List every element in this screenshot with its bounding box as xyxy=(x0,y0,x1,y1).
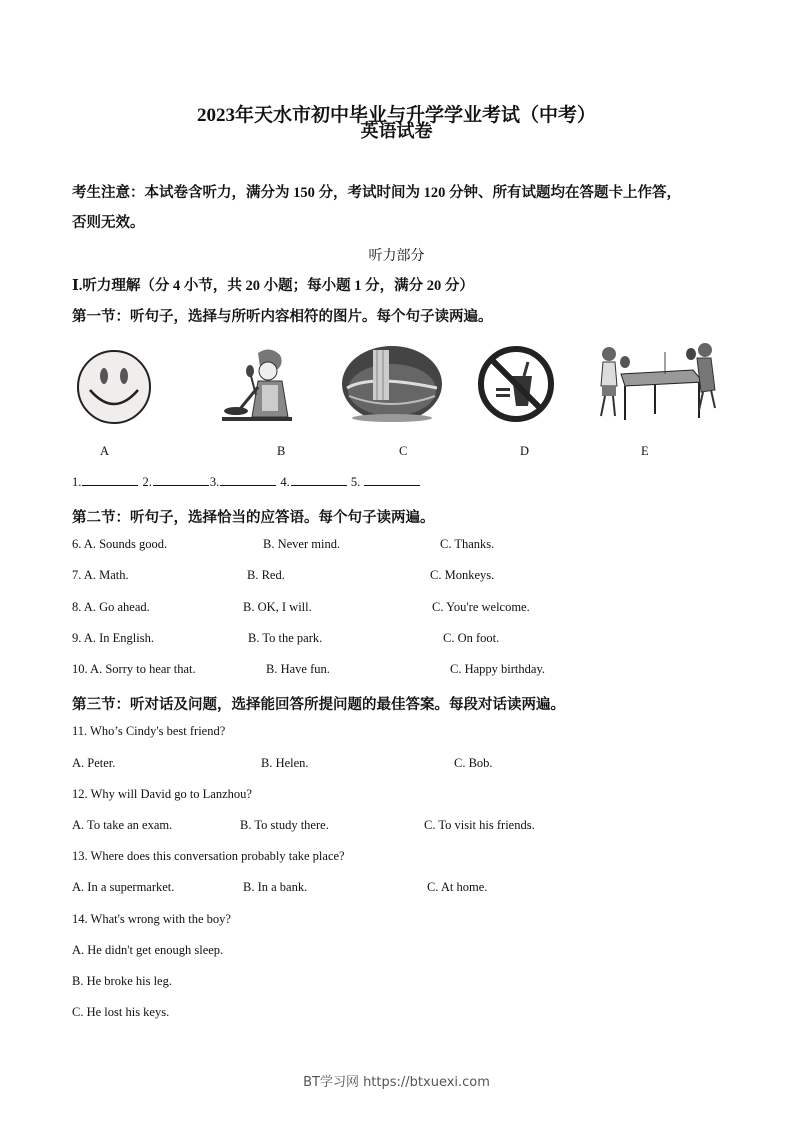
q10-option-b: B. Have fun. xyxy=(266,662,330,676)
q6-option-b: B. Never mind. xyxy=(263,537,341,551)
notice-line-2: 否则无效。 xyxy=(72,215,145,231)
q7-option-b: B. Red. xyxy=(247,568,285,582)
table-tennis-icon xyxy=(595,340,719,431)
q6-option-c: C. Thanks. xyxy=(440,537,495,551)
q12-option-b: B. To study there. xyxy=(240,818,329,832)
smiley-face-icon xyxy=(75,348,153,431)
picture-label-e: E xyxy=(641,444,649,458)
answer-blank-5[interactable] xyxy=(364,474,420,486)
q11-question: 11. Who’s Cindy's best friend? xyxy=(72,724,226,738)
girl-cooking-icon xyxy=(218,343,298,430)
answer-blank-2[interactable] xyxy=(153,474,209,486)
exam-title: 2023年天水市初中毕业与升学学业考试（中考） xyxy=(196,105,596,126)
part-heading: 听力部分 xyxy=(368,249,425,264)
q14-option-c: C. He lost his keys. xyxy=(72,1005,170,1019)
picture-label-c: C xyxy=(399,444,408,458)
q13-option-c: C. At home. xyxy=(427,880,488,894)
q8-option-a: 8. A. Go ahead. xyxy=(72,600,150,614)
q11-option-b: B. Helen. xyxy=(261,756,309,770)
q8-option-b: B. OK, I will. xyxy=(243,600,312,614)
q14-question: 14. What's wrong with the boy? xyxy=(72,912,231,926)
answer-blanks-row xyxy=(72,474,421,490)
q9-option-a: 9. A. In English. xyxy=(72,631,154,645)
blank-label-4: 4. xyxy=(280,475,290,489)
section3-heading: 第三节：听对话及问题，选择能回答所提问题的最佳答案。每段对话读两遍。 xyxy=(72,697,565,713)
q6-option-a: 6. A. Sounds good. xyxy=(72,537,168,551)
q11-option-c: C. Bob. xyxy=(454,756,493,770)
section1-heading: 第一节：听句子，选择与所听内容相符的图片。每个句子读两遍。 xyxy=(72,309,493,325)
q10-option-a: 10. A. Sorry to hear that. xyxy=(72,662,196,676)
no-food-drink-icon xyxy=(476,344,556,429)
q12-option-c: C. To visit his friends. xyxy=(424,818,535,832)
footer-watermark: BT学习网 https://btxuexi.com xyxy=(303,1075,490,1090)
q12-question: 12. Why will David go to Lanzhou? xyxy=(72,787,252,801)
answer-blank-1[interactable] xyxy=(82,474,138,486)
notice-line-1: 考生注意：本试卷含听力，满分为 150 分，考试时间为 120 分钟、所有试题均在答题卡上作答， xyxy=(72,185,681,201)
q12-option-a: A. To take an exam. xyxy=(72,818,173,832)
q13-option-a: A. In a supermarket. xyxy=(72,880,175,894)
q7-option-c: C. Monkeys. xyxy=(430,568,495,582)
picture-label-a: A xyxy=(100,444,110,458)
section2-heading: 第二节：听句子，选择恰当的应答语。每个句子读两遍。 xyxy=(72,510,435,526)
exam-subtitle: 英语试卷 xyxy=(360,121,433,141)
picture-label-b: B xyxy=(277,444,286,458)
q9-option-c: C. On foot. xyxy=(443,631,500,645)
picture-label-d: D xyxy=(520,444,530,458)
section-main-heading: Ⅰ.听力理解（分 4 小节，共 20 小题；每小题 1 分，满分 20 分） xyxy=(72,278,474,294)
q9-option-b: B. To the park. xyxy=(248,631,323,645)
q13-option-b: B. In a bank. xyxy=(243,880,308,894)
q8-option-c: C. You're welcome. xyxy=(432,600,530,614)
blank-label-3: 3. xyxy=(209,475,220,489)
q13-question: 13. Where does this conversation probably take place? xyxy=(72,849,345,863)
q10-option-c: C. Happy birthday. xyxy=(450,662,546,676)
answer-blank-4[interactable] xyxy=(291,474,347,486)
noodles-bowl-icon xyxy=(341,344,443,429)
blank-label-1: 1. xyxy=(72,475,82,489)
q7-option-a: 7. A. Math. xyxy=(72,568,129,582)
q14-option-a: A. He didn't get enough sleep. xyxy=(72,943,224,957)
blank-label-2: 2. xyxy=(142,475,152,489)
q11-option-a: A. Peter. xyxy=(72,756,116,770)
answer-blank-3[interactable] xyxy=(220,474,276,486)
blank-label-5: 5. xyxy=(350,475,361,489)
q14-option-b: B. He broke his leg. xyxy=(72,974,172,988)
